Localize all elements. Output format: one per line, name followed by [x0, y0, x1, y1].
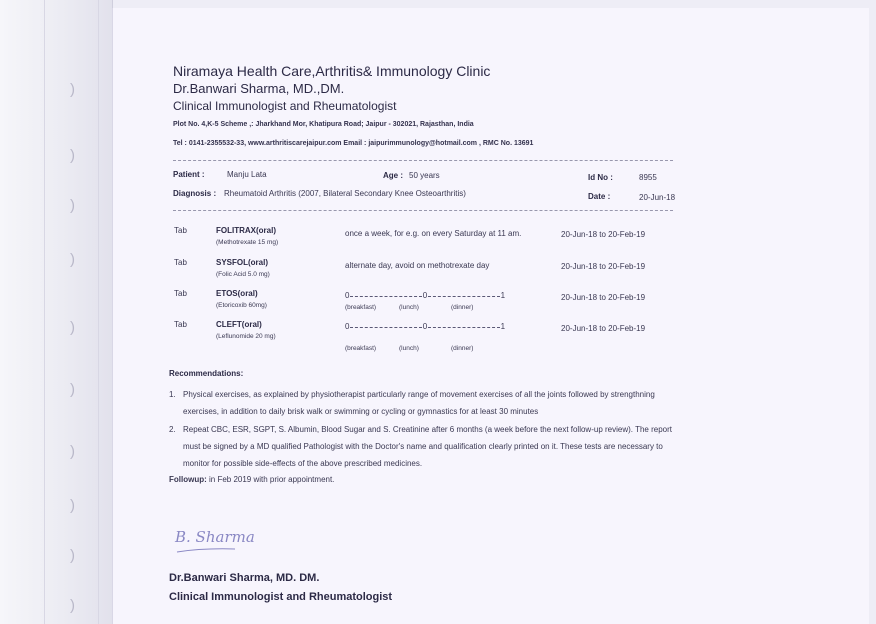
dose-pattern [345, 291, 505, 300]
binder-ring-icon: ) [70, 81, 75, 98]
doctor-name-header: Dr.Banwari Sharma, MD.,DM. [173, 81, 345, 96]
binder-ring-icon: ) [70, 597, 75, 614]
rx-drug-name: ETOS(oral) [216, 289, 258, 298]
diagnosis-label: Diagnosis : [173, 189, 217, 198]
dose-breakfast: 0 [345, 291, 350, 300]
dose-separator [428, 327, 499, 331]
meal-labels [345, 304, 505, 314]
dose-separator [350, 296, 421, 300]
rx-generic-name: (Methotrexate 15 mg) [216, 239, 279, 246]
meal-lunch: (lunch) [399, 304, 419, 311]
followup-label: Followup: [169, 475, 207, 484]
recommendation-text: Repeat CBC, ESR, SGPT, S. Albumin, Blood Sugar and S. Creatinine after 6 months (a week before the next follow-up review). The report must be signed by a MD qualified Pathologist with the Doctor's name and qualification clearly printed on it. These tests are necessary to monitor for possible side-effects of the above prescribed medicines. [183, 425, 672, 468]
recommendations-heading: Recommendations: [169, 369, 244, 378]
rx-instruction: once a week, for e.g. on every Saturday at 11 am. [345, 229, 522, 238]
meal-dinner: (dinner) [451, 304, 474, 311]
rx-schedule: 20-Jun-18 to 20-Feb-19 [561, 230, 646, 239]
clinic-address: Plot No. 4,K-5 Scheme ,: Jharkhand Mor, Khatipura Road; Jaipur - 302021, Rajasthan, India [173, 121, 474, 128]
patient-name: Manju Lata [227, 170, 267, 179]
dose-lunch: 0 [422, 291, 428, 300]
handwritten-signature [173, 516, 273, 560]
header-divider [173, 160, 673, 161]
binder-sleeve [0, 0, 113, 624]
rx-form: Tab [174, 258, 187, 267]
clinic-name: Niramaya Health Care,Arthritis& Immunology Clinic [173, 63, 491, 79]
rx-drug-name: SYSFOL(oral) [216, 258, 269, 267]
meal-breakfast: (breakfast) [345, 304, 377, 311]
recommendation-item [169, 421, 689, 472]
footer-doctor-name: Dr.Banwari Sharma, MD. DM. [169, 572, 320, 584]
patient-label: Patient : [173, 170, 205, 179]
signature-underline [177, 549, 235, 552]
patient-divider [173, 210, 673, 211]
recommendation-number: 2. [169, 425, 176, 434]
id-label: Id No : [588, 173, 613, 182]
id-value: 8955 [639, 173, 657, 182]
meal-breakfast: (breakfast) [345, 345, 377, 352]
followup-line [169, 475, 334, 484]
meal-dinner: (dinner) [451, 345, 474, 352]
dose-lunch: 0 [422, 322, 428, 331]
followup-text: in Feb 2019 with prior appointment. [209, 475, 335, 484]
rx-form: Tab [174, 320, 187, 329]
binder-ring-icon: ) [70, 547, 75, 564]
binder-ring-icon: ) [70, 381, 75, 398]
footer-doctor-title: Clinical Immunologist and Rheumatologist [169, 591, 393, 603]
rx-schedule: 20-Jun-18 to 20-Feb-19 [561, 324, 646, 333]
binder-ring-icon: ) [70, 497, 75, 514]
meal-labels [345, 345, 505, 355]
binder-ring-icon: ) [70, 147, 75, 164]
rx-drug-name: FOLITRAX(oral) [216, 226, 276, 235]
sleeve-edge-line [98, 0, 99, 624]
rx-instruction: alternate day, avoid on methotrexate day [345, 261, 490, 270]
date-value: 20-Jun-18 [639, 193, 676, 202]
dose-pattern [345, 322, 505, 331]
date-label: Date : [588, 192, 611, 201]
rx-form: Tab [174, 226, 187, 235]
recommendation-item [169, 386, 689, 420]
binder-ring-icon: ) [70, 443, 75, 460]
binder-ring-icon: ) [70, 319, 75, 336]
prescription-page [112, 8, 869, 624]
binder-ring-icon: ) [70, 197, 75, 214]
clinic-contact: Tel : 0141-2355532-33, www.arthritiscarejaipur.com Email : jaipurimmunology@hotmail.com , RMC No. 13691 [173, 140, 534, 147]
dose-separator [428, 296, 499, 300]
dose-dinner: 1 [500, 291, 506, 300]
doctor-title-header: Clinical Immunologist and Rheumatologist [173, 99, 397, 113]
meal-lunch: (lunch) [399, 345, 419, 352]
rx-generic-name: (Etoricoxib 60mg) [216, 302, 267, 309]
rx-schedule: 20-Jun-18 to 20-Feb-19 [561, 262, 646, 271]
rx-schedule: 20-Jun-18 to 20-Feb-19 [561, 293, 646, 302]
rx-drug-name: CLEFT(oral) [216, 320, 262, 329]
age-value: 50 years [409, 171, 440, 180]
dose-dinner: 1 [500, 322, 506, 331]
sleeve-edge-line [44, 0, 45, 624]
rx-generic-name: (Leflunomide 20 mg) [216, 333, 276, 340]
rx-generic-name: (Folic Acid 5.0 mg) [216, 271, 270, 278]
signature-text: B. Sharma [175, 528, 255, 546]
binder-ring-icon: ) [70, 251, 75, 268]
age-label: Age : [383, 171, 403, 180]
dose-separator [350, 327, 421, 331]
recommendation-number: 1. [169, 390, 176, 399]
recommendation-text: Physical exercises, as explained by physiotherapist particularly range of movement exercises of all the joints followed by strengthning exercises, in addition to daily brisk walk or swimming or cycling or gymnastics for at least 30 minutes [183, 390, 655, 416]
diagnosis-value: Rheumatoid Arthritis (2007, Bilateral Secondary Knee Osteoarthritis) [224, 189, 466, 198]
rx-form: Tab [174, 289, 187, 298]
dose-breakfast: 0 [345, 322, 350, 331]
